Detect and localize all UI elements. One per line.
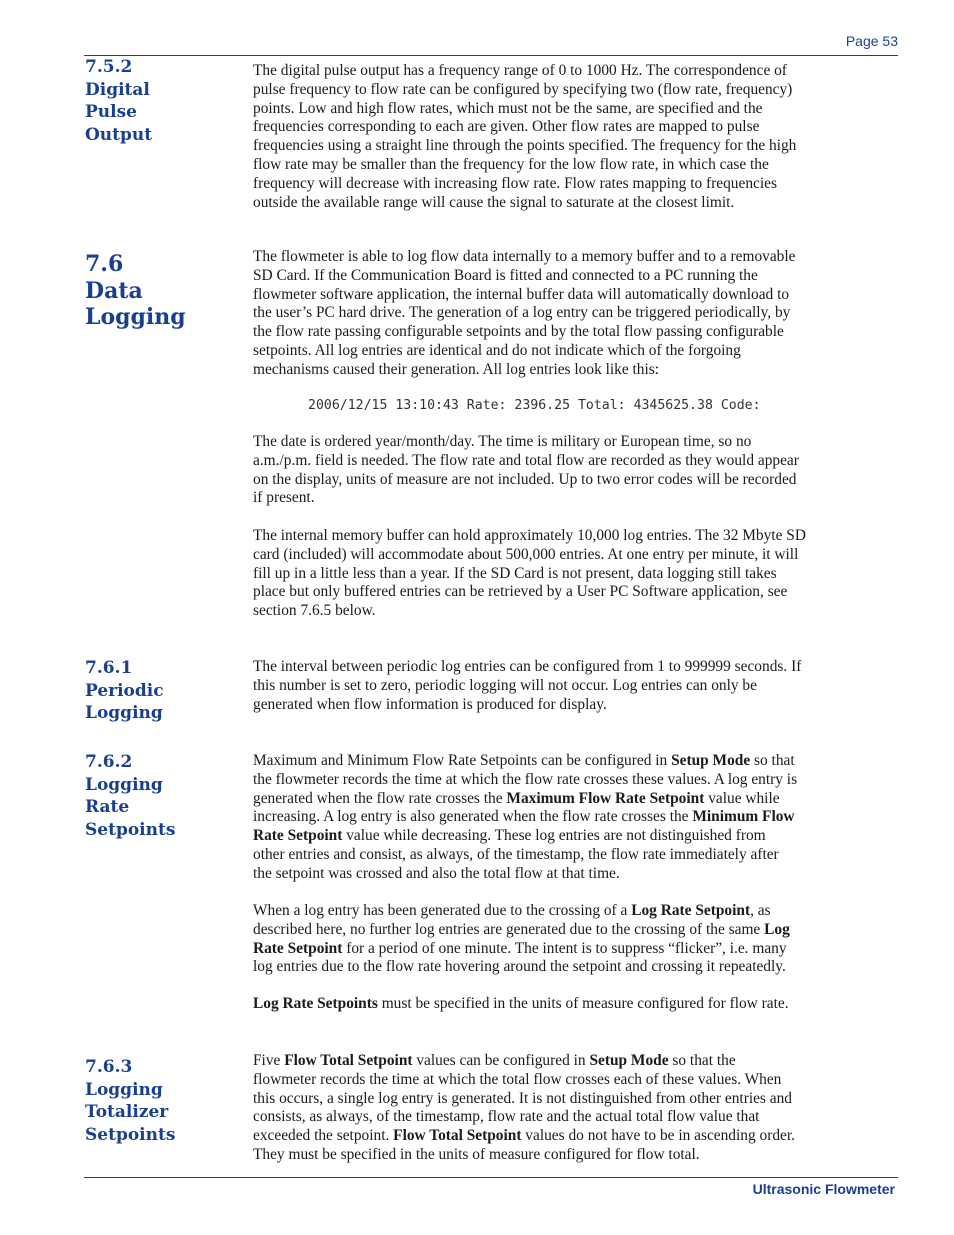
text-line: Logging bbox=[85, 703, 163, 723]
text-line: on the display, units of measure are not included. Up to two error codes will be recorded bbox=[253, 470, 797, 488]
text-line: the user’s PC hard drive. The generation of a log entry can be triggered periodically, by bbox=[253, 304, 791, 322]
text-line: frequencies using a straight line through the points specified. The frequency for the high bbox=[253, 137, 797, 155]
text-line: consists, as always, of the timestamp, flow rate and the actual total flow value that bbox=[253, 1108, 760, 1126]
text-line bbox=[253, 995, 903, 1014]
text-line: the flow rate passing configurable setpoints and by the total flow passing configurable bbox=[253, 323, 784, 341]
text-line: flowmeter software application, the internal buffer data will automatically download to bbox=[253, 285, 790, 303]
totalizer-setpoints-paragraph bbox=[253, 1052, 903, 1165]
text-line: Totalizer bbox=[85, 1102, 169, 1122]
data-logging-intro-paragraph bbox=[253, 248, 903, 380]
footer-title: Ultrasonic Flowmeter bbox=[752, 1181, 895, 1197]
text-line: When a log entry has been generated due to the crossing of a bbox=[253, 902, 632, 919]
header-rule bbox=[84, 55, 898, 56]
rate-units-paragraph bbox=[253, 995, 903, 1014]
text-line: Pulse bbox=[85, 102, 137, 122]
text-line bbox=[253, 1127, 903, 1146]
log-entry-example: 2006/12/15 13:10:43 Rate: 2396.25 Total: 4345625.38 Code: bbox=[308, 398, 761, 413]
section-heading-7-5-2 bbox=[85, 56, 152, 146]
text-line bbox=[253, 752, 903, 771]
bold-term: Minimum Flow bbox=[692, 808, 795, 826]
text-line: Logging bbox=[85, 1079, 163, 1100]
text-line: flow rate may be smaller than the frequency for the low flow rate, in which case the bbox=[253, 155, 769, 173]
text-line: card (included) will accommodate about 500,000 entries. At one entry per minute, it will bbox=[253, 545, 799, 563]
text-line: values do not have to be in ascending order. bbox=[521, 1127, 795, 1145]
text-line: generated when the flow rate crosses the bbox=[253, 789, 507, 807]
text-line: must be specified in the units of measure configured for flow rate. bbox=[377, 995, 789, 1012]
text-line: for a period of one minute. The intent is to suppress “flicker”, i.e. many bbox=[342, 939, 787, 957]
text-line: Five bbox=[253, 1052, 285, 1069]
text-line: the setpoint was crossed and also the total flow at that time. bbox=[253, 864, 620, 882]
bold-term: Maximum Flow Rate Setpoint bbox=[506, 789, 705, 807]
text-line: other entries and consist, as always, of the timestamp, the flow rate immediately after bbox=[253, 845, 779, 863]
text-line bbox=[253, 790, 903, 809]
text-line: value while bbox=[704, 789, 780, 807]
text-line: a.m./p.m. field is needed. The flow rate and total flow are recorded as they would appear bbox=[253, 451, 799, 469]
bold-term: Setup Mode bbox=[589, 1052, 669, 1069]
section-heading-7-6-2 bbox=[85, 751, 175, 841]
page-number: Page 53 bbox=[845, 33, 898, 49]
text-line bbox=[253, 921, 903, 940]
text-line: 7.6.3 bbox=[85, 1057, 133, 1077]
text-line: mechanisms caused their generation. All log entries look like this: bbox=[253, 360, 660, 378]
text-line: this occurs, a single log entry is generated. It is not distinguished from other entries and bbox=[253, 1089, 792, 1107]
periodic-logging-paragraph bbox=[253, 658, 903, 714]
text-line: 7.6.1 bbox=[85, 658, 133, 678]
text-line: place but only buffered entries can be retrieved by a User PC Software application, see bbox=[253, 583, 788, 601]
text-line: outside the available range will cause the signal to saturate at the closest limit. bbox=[253, 193, 735, 211]
text-line bbox=[253, 902, 903, 921]
text-line: Logging bbox=[85, 774, 163, 795]
text-line: The flowmeter is able to log flow data internally to a memory buffer and to a removable bbox=[253, 248, 796, 265]
text-line: the flowmeter records the time at which the flow rate crosses these values. A log entry is bbox=[253, 770, 798, 788]
section-heading-7-6 bbox=[85, 251, 186, 331]
text-line: Setpoints bbox=[85, 1124, 176, 1145]
date-format-paragraph bbox=[253, 433, 903, 508]
text-line: Maximum and Minimum Flow Rate Setpoints can be configured in bbox=[253, 752, 672, 769]
text-line: if present. bbox=[253, 489, 315, 507]
text-line: exceeded the setpoint. bbox=[253, 1127, 394, 1145]
text-line: described here, no further log entries are generated due to the crossing of the same bbox=[253, 920, 765, 938]
text-line: 7.6 bbox=[85, 251, 124, 277]
rate-setpoints-paragraph bbox=[253, 752, 903, 884]
text-line: The interval between periodic log entries can be configured from 1 to 999999 seconds. If bbox=[253, 658, 802, 675]
memory-buffer-paragraph bbox=[253, 527, 903, 621]
text-line: so that bbox=[750, 752, 795, 769]
text-line: frequency will decrease with increasing flow rate. Flow rates mapping to frequencies bbox=[253, 174, 777, 192]
text-line bbox=[253, 940, 903, 959]
text-line: generated when flow information is produced for display. bbox=[253, 695, 607, 713]
text-line: They must be specified in the units of measure configured for flow total. bbox=[253, 1145, 700, 1163]
text-line: Logging bbox=[85, 304, 186, 330]
digital-pulse-output-paragraph bbox=[253, 62, 903, 212]
text-line: The internal memory buffer can hold approximately 10,000 log entries. The 32 Mbyte SD bbox=[253, 527, 806, 544]
text-line: section 7.6.5 below. bbox=[253, 602, 376, 620]
text-line: The digital pulse output has a frequency range of 0 to 1000 Hz. The correspondence of bbox=[253, 62, 787, 79]
text-line: fill up in a little less than a year. If the SD Card is not present, data logging still takes bbox=[253, 564, 777, 582]
section-heading-7-6-3 bbox=[85, 1056, 175, 1146]
text-line: Data bbox=[85, 277, 143, 304]
text-line: setpoints. All log entries are identical and do not indicate which of the forgoing bbox=[253, 341, 741, 359]
bold-term: Rate Setpoint bbox=[253, 827, 343, 845]
bold-term: Log bbox=[764, 920, 790, 938]
text-line: increasing. A log entry is also generated when the flow rate crosses the bbox=[253, 808, 693, 826]
text-line: SD Card. If the Communication Board is fitted and connected to a PC running the bbox=[253, 266, 758, 284]
text-line: Output bbox=[85, 124, 153, 145]
text-line bbox=[253, 1052, 903, 1071]
text-line: Digital bbox=[85, 79, 150, 100]
bold-term: Setup Mode bbox=[671, 752, 751, 769]
section-heading-7-6-1 bbox=[85, 657, 164, 725]
bold-term: Log Rate Setpoint bbox=[631, 902, 751, 919]
text-line: points. Low and high flow rates, which must not be the same, are specified and the bbox=[253, 99, 763, 117]
text-line bbox=[253, 827, 903, 846]
text-line: The date is ordered year/month/day. The time is military or European time, so no bbox=[253, 433, 752, 450]
text-line: 7.6.2 bbox=[85, 752, 133, 772]
text-line bbox=[253, 808, 903, 827]
text-line: so that the bbox=[668, 1052, 736, 1069]
bold-term: Flow Total Setpoint bbox=[393, 1127, 522, 1145]
bold-term: Log Rate Setpoints bbox=[253, 995, 378, 1012]
text-line: , as bbox=[750, 902, 771, 919]
flicker-paragraph bbox=[253, 902, 903, 977]
text-line: Rate bbox=[85, 797, 130, 817]
text-line: log entries due to the flow rate hovering around the setpoint and crossing it repeatedly. bbox=[253, 958, 786, 976]
text-line: flowmeter records the time at which the total flow crosses each of these values. When bbox=[253, 1070, 782, 1088]
text-line: value while decreasing. These log entries are not distinguished from bbox=[342, 827, 766, 845]
text-line: pulse frequency to flow rate can be configured by specifying two (flow rate, frequency) bbox=[253, 80, 793, 98]
text-line: frequencies corresponding to each are given. Other flow rates are mapped to pulse bbox=[253, 118, 760, 136]
bold-term: Flow Total Setpoint bbox=[284, 1052, 413, 1069]
text-line: this number is set to zero, periodic logging will not occur. Log entries can only be bbox=[253, 676, 757, 694]
footer-rule bbox=[84, 1177, 898, 1178]
bold-term: Rate Setpoint bbox=[253, 939, 343, 957]
text-line: Periodic bbox=[85, 680, 164, 701]
text-line: Setpoints bbox=[85, 819, 176, 840]
text-line: 7.5.2 bbox=[85, 57, 133, 77]
text-line: values can be configured in bbox=[412, 1052, 590, 1069]
